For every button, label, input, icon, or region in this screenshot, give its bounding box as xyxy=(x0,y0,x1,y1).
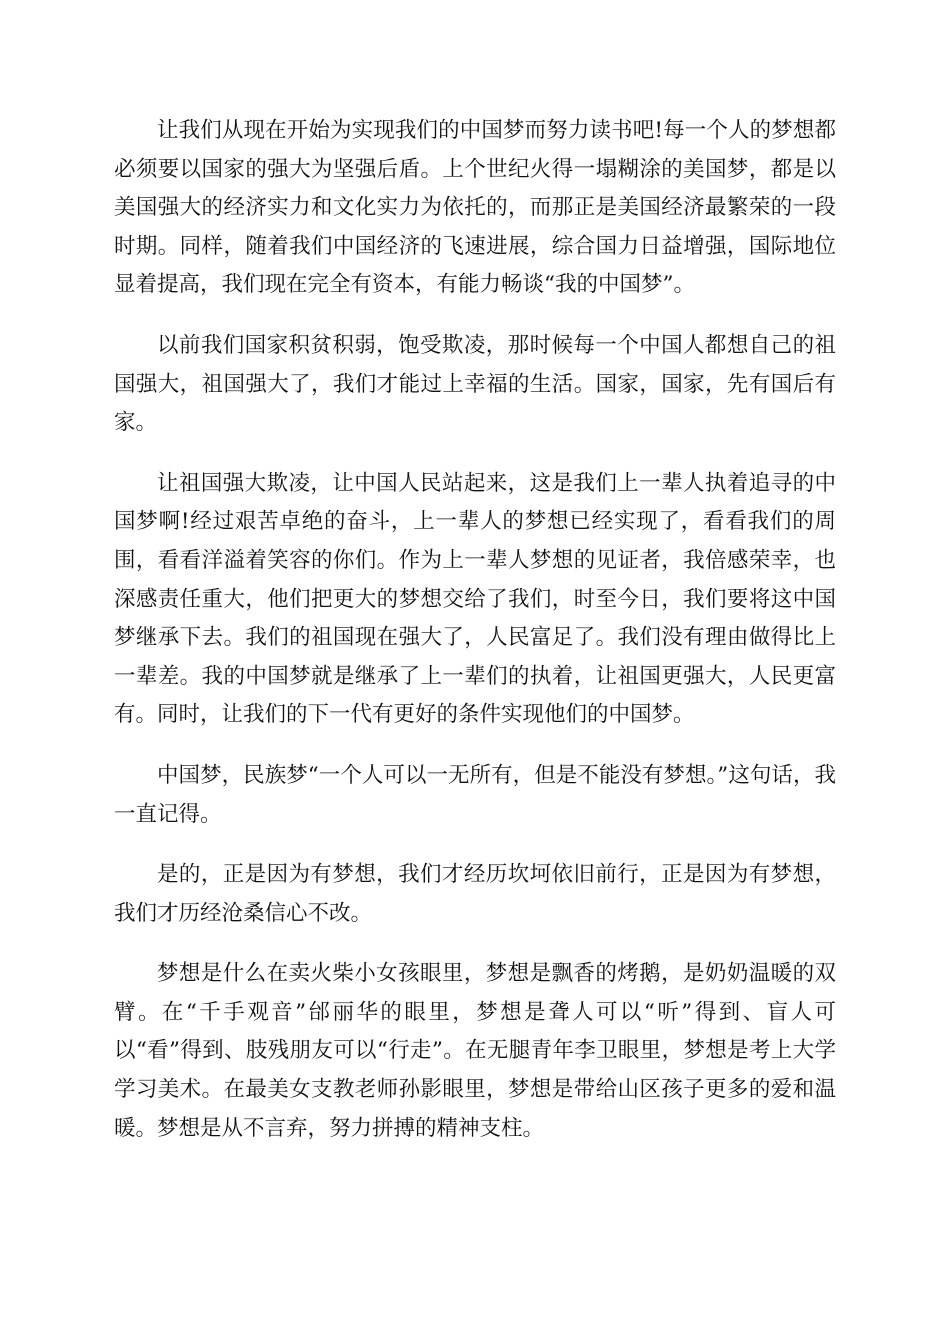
paragraph-3: 让祖国强大欺凌，让中国人民站起来，这是我们上一辈人执着追寻的中国梦啊!经过艰苦卓绝的奋斗，上一辈人的梦想已经实现了，看看我们的周围，看看洋溢着笑容的你们。作为上一辈人梦想的见证者，我倍感荣幸，也深感责任重大，他们把更大的梦想交给了我们，时至今日，我们要将这中国梦继承下去。我们的祖国现在强大了，人民富足了。我们没有理由做得比上一辈差。我的中国梦就是继承了上一辈们的执着，让祖国更强大，人民更富有。同时，让我们的下一代有更好的条件实现他们的中国梦。 xyxy=(114,470,836,728)
paragraph-6: 梦想是什么在卖火柴小女孩眼里，梦想是飘香的烤鹅，是奶奶温暖的双臂。在“千手观音”邰丽华的眼里，梦想是聋人可以“听”得到、盲人可以“看”得到、肢残朋友可以“行走”。在无腿青年李卫眼里，梦想是考上大学学习美术。在最美女支教老师孙影眼里，梦想是带给山区孩子更多的爱和温暖。梦想是从不言弃，努力拼搏的精神支柱。 xyxy=(114,961,836,1141)
paragraph-5: 是的，正是因为有梦想，我们才经历坎坷依旧前行，正是因为有梦想，我们才历经沧桑信心不改。 xyxy=(114,862,836,926)
paragraph-2: 以前我们国家积贫积弱，饱受欺凌，那时候每一个中国人都想自己的祖国强大，祖国强大了，我们才能过上幸福的生活。国家，国家，先有国后有家。 xyxy=(114,332,836,436)
paragraph-1: 让我们从现在开始为实现我们的中国梦而努力读书吧!每一个人的梦想都必须要以国家的强大为坚强后盾。上个世纪火得一塌糊涂的美国梦，都是以美国强大的经济实力和文化实力为依托的，而那正是美国经济最繁荣的一段时期。同样，随着我们中国经济的飞速进展，综合国力日益增强，国际地位显着提高，我们现在完全有资本，有能力畅谈“我的中国梦”。 xyxy=(114,118,836,298)
paragraph-4: 中国梦，民族梦“一个人可以一无所有，但是不能没有梦想。”这句话，我一直记得。 xyxy=(114,762,836,827)
